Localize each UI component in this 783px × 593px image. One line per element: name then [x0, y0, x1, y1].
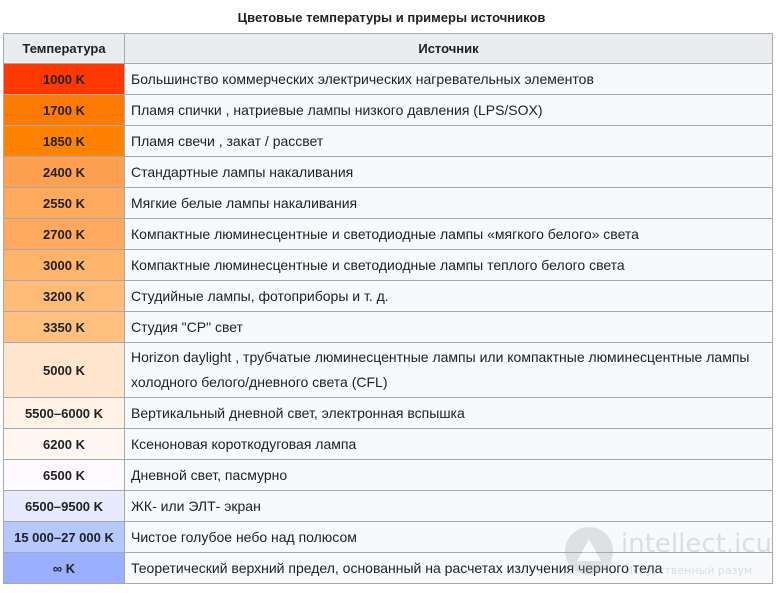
- temperature-cell: 1700 K: [4, 95, 125, 126]
- source-cell: Мягкие белые лампы накаливания: [125, 188, 773, 219]
- table-row: [4, 95, 773, 126]
- table-row: [4, 250, 773, 281]
- table-body: [4, 64, 773, 584]
- temperature-cell: 3000 K: [4, 250, 125, 281]
- header-temperature[interactable]: Температура: [4, 34, 125, 64]
- source-cell: Студийные лампы, фотоприборы и т. д.: [125, 281, 773, 312]
- temperature-cell: 3200 K: [4, 281, 125, 312]
- temperature-cell: 1850 K: [4, 126, 125, 157]
- watermark: [565, 525, 775, 585]
- source-cell: Большинство коммерческих электрических нагревательных элементов: [125, 64, 773, 95]
- table-row: [4, 429, 773, 460]
- table-row: [4, 64, 773, 95]
- temperature-cell: 6500–9500 K: [4, 491, 125, 522]
- table-row: [4, 460, 773, 491]
- color-temperature-table: [3, 33, 773, 584]
- source-cell: Компактные люминесцентные и светодиодные лампы теплого белого света: [125, 250, 773, 281]
- table-row: [4, 188, 773, 219]
- table-row: [4, 281, 773, 312]
- source-cell: Пламя спички , натриевые лампы низкого давления (LPS/SOX): [125, 95, 773, 126]
- source-cell: Стандартные лампы накаливания: [125, 157, 773, 188]
- table-row: [4, 126, 773, 157]
- temperature-cell: ∞ K: [4, 553, 125, 584]
- source-cell: Дневной свет, пасмурно: [125, 460, 773, 491]
- table-row: [4, 343, 773, 398]
- temperature-cell: 5000 K: [4, 343, 125, 398]
- temperature-cell: 15 000–27 000 K: [4, 522, 125, 553]
- source-cell: Студия "CP" свет: [125, 312, 773, 343]
- temperature-cell: 2700 K: [4, 219, 125, 250]
- table-row: [4, 312, 773, 343]
- source-cell: Компактные люминесцентные и светодиодные лампы «мягкого белого» света: [125, 219, 773, 250]
- header-row: [4, 34, 773, 64]
- source-cell: Вертикальный дневной свет, электронная вспышка: [125, 398, 773, 429]
- source-cell: Ксеноновая короткодуговая лампа: [125, 429, 773, 460]
- source-cell: Horizon daylight , трубчатые люминесцентные лампы или компактные люминесцентные лампы холодного белого/дневного света (CFL): [125, 343, 773, 398]
- temperature-cell: 6200 K: [4, 429, 125, 460]
- source-cell: ЖК- или ЭЛТ- экран: [125, 491, 773, 522]
- temperature-cell: 2400 K: [4, 157, 125, 188]
- temperature-cell: 1000 K: [4, 64, 125, 95]
- source-cell: Пламя свечи , закат / рассвет: [125, 126, 773, 157]
- watermark-name: intellect.icu: [621, 529, 773, 559]
- temperature-cell: 3350 K: [4, 312, 125, 343]
- table-row: [4, 219, 773, 250]
- table-caption: Цветовые температуры и примеры источников: [237, 10, 546, 25]
- watermark-tagline: Искусственный разум: [625, 564, 753, 577]
- source-cell: Теоретический верхний предел, основанный на расчетах излучения черного тела: [125, 553, 773, 584]
- table-row: [4, 491, 773, 522]
- temperature-cell: 5500–6000 K: [4, 398, 125, 429]
- table-row: [4, 157, 773, 188]
- source-cell: Чистое голубое небо над полюсом: [125, 522, 773, 553]
- temperature-cell: 2550 K: [4, 188, 125, 219]
- temperature-cell: 6500 K: [4, 460, 125, 491]
- header-source[interactable]: Источник: [125, 34, 773, 64]
- watermark-triangle-icon: [577, 539, 601, 561]
- table-row: [4, 398, 773, 429]
